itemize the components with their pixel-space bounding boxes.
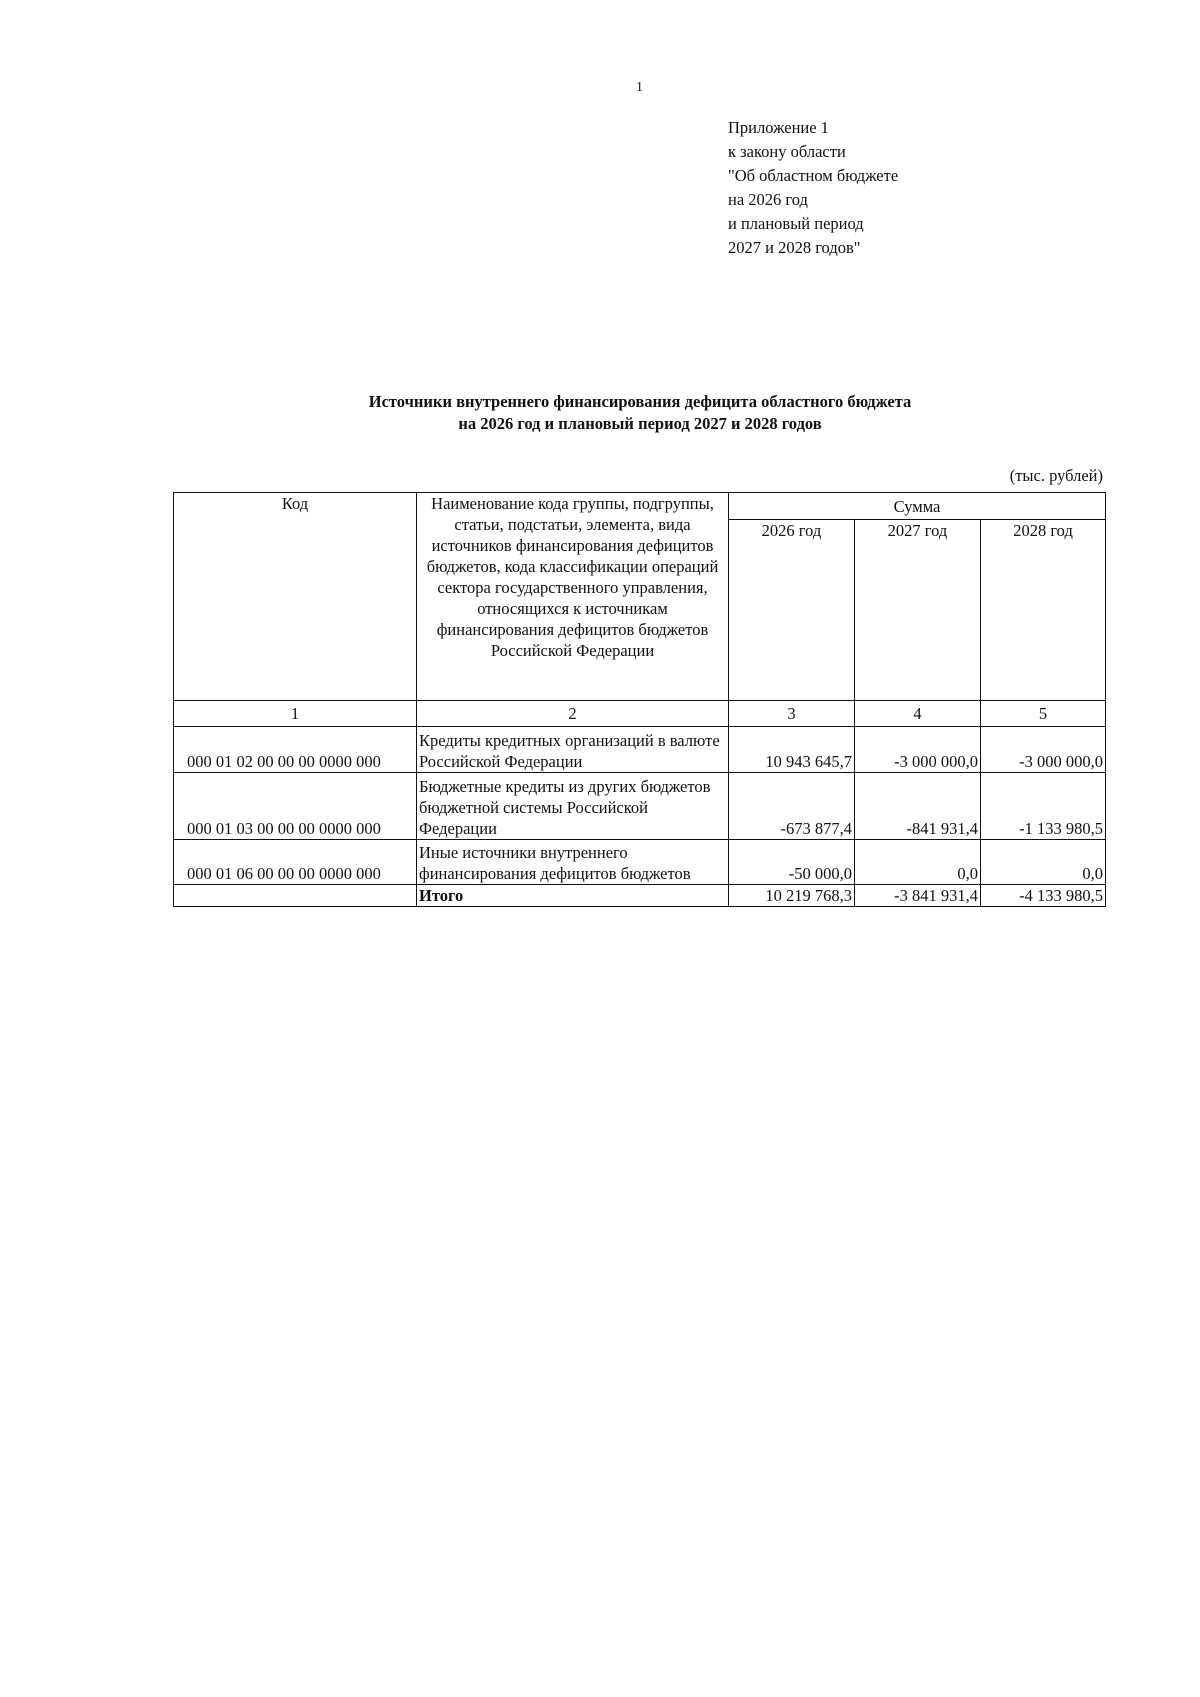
column-number: 5 <box>981 701 1106 727</box>
total-row <box>174 885 1106 907</box>
column-number: 4 <box>855 701 981 727</box>
total-value-2028: -4 133 980,5 <box>981 885 1106 907</box>
units-label: (тыс. рублей) <box>1009 466 1103 485</box>
row-value-2026: -50 000,0 <box>729 840 855 885</box>
row-name: Бюджетные кредиты из других бюджетов бюджетной системы Российской Федерации <box>417 773 729 840</box>
appendix-line: 2027 и 2028 годов" <box>728 238 861 257</box>
appendix-line: "Об областном бюджете <box>728 166 899 185</box>
title-line-1: Источники внутреннего финансирования дефицита областного бюджета <box>368 392 912 411</box>
header-sum: Сумма <box>729 493 1106 520</box>
row-value-2026: -673 877,4 <box>729 773 855 840</box>
row-code: 000 01 06 00 00 00 0000 000 <box>174 840 417 885</box>
header-year-2026: 2026 год <box>729 520 855 701</box>
row-value-2028: -3 000 000,0 <box>981 727 1106 773</box>
appendix-line: Приложение 1 <box>728 118 829 137</box>
column-number: 1 <box>174 701 417 727</box>
column-number-row <box>174 701 1106 727</box>
row-value-2026: 10 943 645,7 <box>729 727 855 773</box>
appendix-line: на 2026 год <box>728 190 808 209</box>
row-value-2027: -3 000 000,0 <box>855 727 981 773</box>
total-value-2026: 10 219 768,3 <box>729 885 855 907</box>
header-year-2027: 2027 год <box>855 520 981 701</box>
appendix-note <box>728 116 898 260</box>
column-number: 2 <box>417 701 729 727</box>
row-value-2027: -841 931,4 <box>855 773 981 840</box>
header-year-2028: 2028 год <box>981 520 1106 701</box>
table-row <box>174 727 1106 773</box>
appendix-line: к закону области <box>728 142 846 161</box>
sources-table <box>173 492 1106 907</box>
header-row <box>174 493 1106 520</box>
row-code: 000 01 02 00 00 00 0000 000 <box>174 727 417 773</box>
table-row <box>174 840 1106 885</box>
row-value-2027: 0,0 <box>855 840 981 885</box>
row-code: 000 01 03 00 00 00 0000 000 <box>174 773 417 840</box>
total-label: Итого <box>417 885 729 907</box>
header-code: Код <box>174 493 417 701</box>
page-number: 1 <box>636 80 643 95</box>
row-value-2028: -1 133 980,5 <box>981 773 1106 840</box>
appendix-line: и плановый период <box>728 214 864 233</box>
document-title <box>0 391 1200 435</box>
total-value-2027: -3 841 931,4 <box>855 885 981 907</box>
table-row <box>174 773 1106 840</box>
title-line-2: на 2026 год и плановый период 2027 и 2028 годов <box>458 414 822 433</box>
row-name: Иные источники внутреннего финансирования дефицитов бюджетов <box>417 840 729 885</box>
total-code-empty <box>174 885 417 907</box>
header-name: Наименование кода группы, подгруппы, статьи, подстатьи, элемента, вида источников финансирования дефицитов бюджетов, кода классификации операций сектора государственного управления, относящихся к источникам финансирования дефицитов бюджетов Российской Федерации <box>417 493 729 701</box>
row-value-2028: 0,0 <box>981 840 1106 885</box>
row-name: Кредиты кредитных организаций в валюте Российской Федерации <box>417 727 729 773</box>
column-number: 3 <box>729 701 855 727</box>
